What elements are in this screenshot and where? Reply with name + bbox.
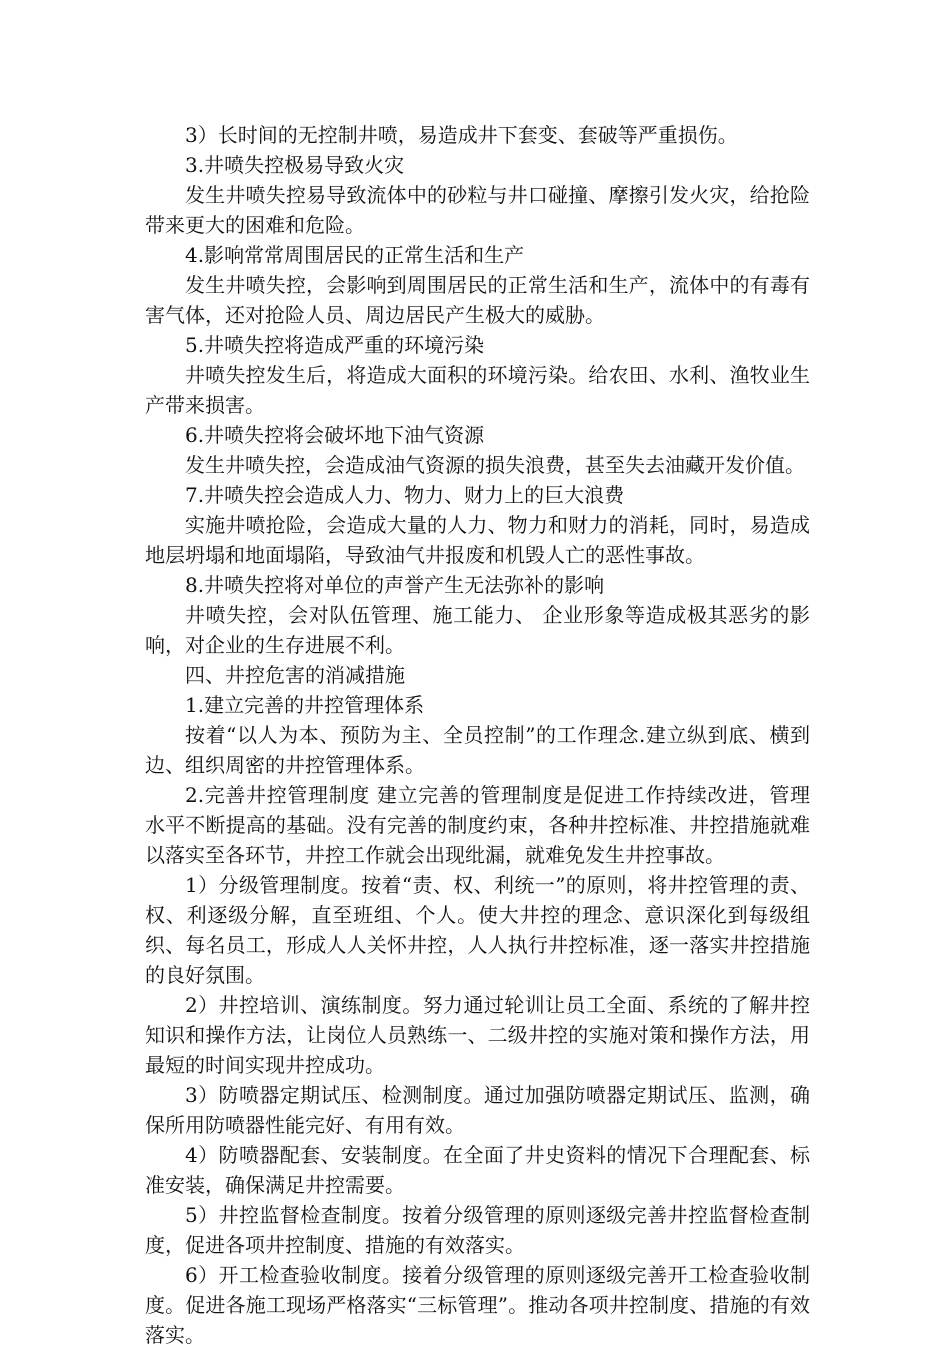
- list-item: 5）井控监督检查制度。按着分级管理的原则逐级完善井控监督检查制度，促进各项井控制度、措施的有效落实。: [145, 1203, 810, 1257]
- list-item: 6）开工检查验收制度。接着分级管理的原则逐级完善开工检查验收制度。促进各施工现场严格落实“三标管理”。推动各项井控制度、措施的有效落实。: [145, 1263, 810, 1347]
- chapter-heading: 四、井控危害的消减措施: [185, 663, 405, 687]
- paragraph: 井喷失控发生后，将造成大面积的环境污染。给农田、水利、渔牧业生产带来损害。: [145, 363, 810, 417]
- list-item: 2）井控培训、演练制度。努力通过轮训让员工全面、系统的了解井控知识和操作方法，让岗位人员熟练一、二级井控的实施对策和操作方法，用最短的时间实现井控成功。: [145, 993, 810, 1077]
- paragraph: 实施井喷抢险，会造成大量的人力、物力和财力的消耗，同时，易造成地层坍塌和地面塌陷，导致油气井报废和机毁人亡的恶性事故。: [145, 513, 810, 567]
- section-heading: 3.井喷失控极易导致火灾: [185, 153, 405, 177]
- section-heading: 7.井喷失控会造成人力、物力、财力上的巨大浪费: [185, 483, 625, 507]
- document-body: [145, 120, 810, 1350]
- paragraph: 按着“以人为本、预防为主、全员控制”的工作理念.建立纵到底、横到边、组织周密的井控管理体系。: [145, 723, 810, 777]
- paragraph: 3）长时间的无控制井喷，易造成井下套变、套破等严重损伤。: [185, 123, 738, 147]
- list-item: 3）防喷器定期试压、检测制度。通过加强防喷器定期试压、监测，确保所用防喷器性能完好、有用有效。: [145, 1083, 810, 1137]
- list-item: 4）防喷器配套、安装制度。在全面了井史资料的情况下合理配套、标准安装，确保满足井控需要。: [145, 1143, 810, 1197]
- section-heading: 5.井喷失控将造成严重的环境污染: [185, 333, 485, 357]
- paragraph: 井喷失控，会对队伍管理、施工能力、 企业形象等造成极其恶劣的影响，对企业的生存进展不利。: [145, 603, 810, 657]
- section-heading: 1.建立完善的井控管理体系: [185, 693, 425, 717]
- section-heading: 8.井喷失控将对单位的声誉产生无法弥补的影响: [185, 573, 605, 597]
- section-heading: 4.影响常常周围居民的正常生活和生产: [185, 243, 525, 267]
- paragraph: 发生井喷失控，会造成油气资源的损失浪费，甚至失去油藏开发价值。: [185, 453, 805, 477]
- paragraph: 发生井喷失控易导致流体中的砂粒与井口碰撞、摩擦引发火灾，给抢险带来更大的困难和危险。: [145, 183, 810, 237]
- paragraph: 2.完善井控管理制度 建立完善的管理制度是促进工作持续改进，管理水平不断提高的基础。没有完善的制度约束，各种井控标准、井控措施就难以落实至各环节，井控工作就会出现纰漏，就难免发生井控事故。: [145, 783, 810, 867]
- list-item: 1）分级管理制度。按着“责、权、利统一”的原则，将井控管理的责、权、利逐级分解，直至班组、个人。使大井控的理念、意识深化到每级组织、每名员工，形成人人关怀井控，人人执行井控标准，逐一落实井控措施的良好氛围。: [145, 873, 810, 987]
- section-heading: 6.井喷失控将会破坏地下油气资源: [185, 423, 485, 447]
- paragraph: 发生井喷失控，会影响到周围居民的正常生活和生产，流体中的有毒有害气体，还对抢险人员、周边居民产生极大的威胁。: [145, 273, 810, 327]
